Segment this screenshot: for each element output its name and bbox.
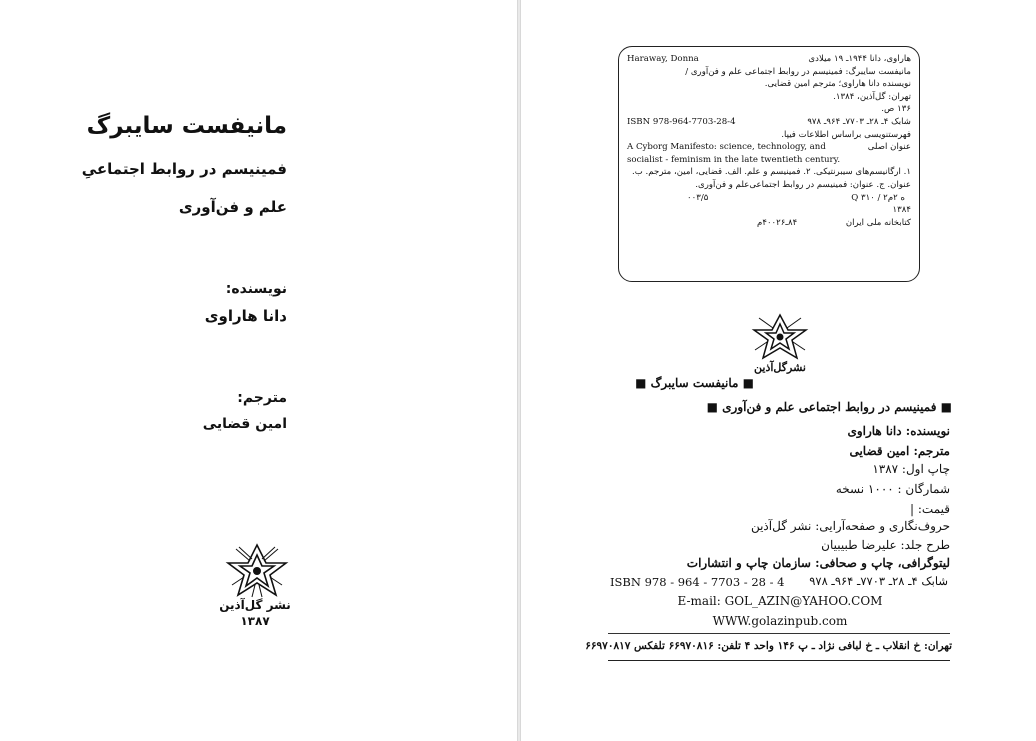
imprint-isbn-fa: شابک ۴ـ ۲۸ـ ۷۷۰۳ـ ۹۶۴ـ ۹۷۸ (809, 574, 948, 588)
catalog-title: مانیفست سایبرگ: فمینیسم در روابط اجتماعی علم و فن‌آوری / (685, 66, 911, 77)
catalog-library-label: کتابخانه ملی ایران (845, 217, 911, 228)
imprint-publisher: نشرگل‌آذین (754, 361, 806, 374)
translator-label: مترجم: (237, 390, 287, 406)
imprint-cover-design: طرح جلد: علیرضا طبیبیان (821, 538, 950, 552)
catalog-original-title-label: عنوان اصلی (867, 142, 911, 153)
catalog-subjects: ۱. ارگانیسم‌های سیبرنتیکی. ۲. فمینیسم و علم. الف. قضایی، امین، مترجم. ب. عنوان. ج. عنوان: فمینیسم در روابط اجتماعی‌علم و فن‌آوری. (632, 167, 911, 190)
imprint-author: نویسنده: دانا هاراوی (847, 424, 950, 438)
cataloging-record-box (618, 46, 920, 282)
catalog-fipa-note: فهرستنویسی براساس اطلاعات فیپا. (781, 129, 911, 140)
book-title: مانیفست سایبرگ (86, 113, 287, 139)
catalog-pages: ۱۳۶ ص. (881, 104, 911, 115)
imprint-subtitle: ■ فمینیسم در روابط اجتماعی علم و فن‌آوری ■ (706, 400, 952, 414)
imprint-isbn-en: ISBN 978 - 964 - 7703 - 28 - 4 (610, 575, 785, 589)
imprint-website: WWW.golazinpub.com (712, 614, 848, 628)
catalog-isbn-en: ISBN 978-964-7703-28-4 (627, 116, 736, 127)
catalog-lc-class: Q ۳۱۰ / ۲ه ۲م (851, 192, 905, 203)
imprint-title: ■ مانیفست سایبرگ ■ (635, 376, 754, 390)
catalog-isbn-fa: شابک ۴ـ ۲۸ـ ۷۷۰۳ـ ۹۶۴ـ ۹۷۸ (807, 116, 911, 127)
imprint-address: تهران: خ انقلاب ـ خ لبافی نژاد ـ پ ۱۴۶ واحد ۴ تلفن: ۶۶۹۷۰۸۱۶ تلفکس ۶۶۹۷۰۸۱۷ (585, 640, 952, 652)
catalog-imprint: تهران: گل‌آذین، ۱۳۸۴. (833, 91, 911, 102)
imprint-price: قیمت: | (910, 502, 950, 516)
book-subtitle-line2: علم و فن‌آوری (178, 198, 287, 216)
catalog-original-title-en1: A Cyborg Manifesto: science, technology, and (627, 142, 826, 153)
book-subtitle-line1: فمینیسم در روابط اجتماعیِ (81, 160, 287, 178)
translator-name: امین قضایی (202, 416, 287, 432)
imprint-edition: چاپ اول: ۱۳۸۷ (872, 462, 950, 476)
divider-bottom (608, 660, 950, 661)
catalog-original-title-en2: socialist - feminism in the late twentieth century. (627, 154, 841, 165)
publication-year: ۱۳۸۷ (240, 614, 270, 628)
catalog-library-number: ۸۴ـ۴۰۰۲۶م (757, 217, 798, 228)
catalog-author-fa: هاراوی، دانا ۱۹۴۴ـ ۱۹ میلادی (808, 54, 911, 64)
publisher-logo (224, 541, 290, 599)
catalog-author-en: Haraway, Donna (627, 54, 699, 64)
imprint-translator: مترجم: امین قضایی (849, 444, 950, 458)
imprint-printing: لیتوگرافی، چاپ و صحافی: سازمان چاپ و انتشارات (686, 556, 950, 570)
imprint-typesetting: حروف‌نگاری و صفحه‌آرایی: نشر گل‌آذین (750, 519, 950, 533)
catalog-dewey: ۰۰۳/۵ (687, 192, 709, 203)
publisher-name: نشر گل‌آذین (219, 598, 291, 612)
publisher-logo-small (749, 312, 811, 362)
author-name: دانا هاراوی (204, 307, 287, 325)
imprint-email: E-mail: GOL_AZIN@YAHOO.COM (677, 594, 883, 608)
catalog-class-year: ۱۳۸۴ (892, 205, 911, 216)
divider-top (608, 633, 950, 634)
author-label: نویسنده: (225, 281, 287, 297)
catalog-responsibility: نویسنده دانا هاراوی؛ مترجم امین قضایی. (764, 79, 911, 90)
imprint-print-run: شمارگان : ۱۰۰۰ نسخه (835, 482, 950, 496)
